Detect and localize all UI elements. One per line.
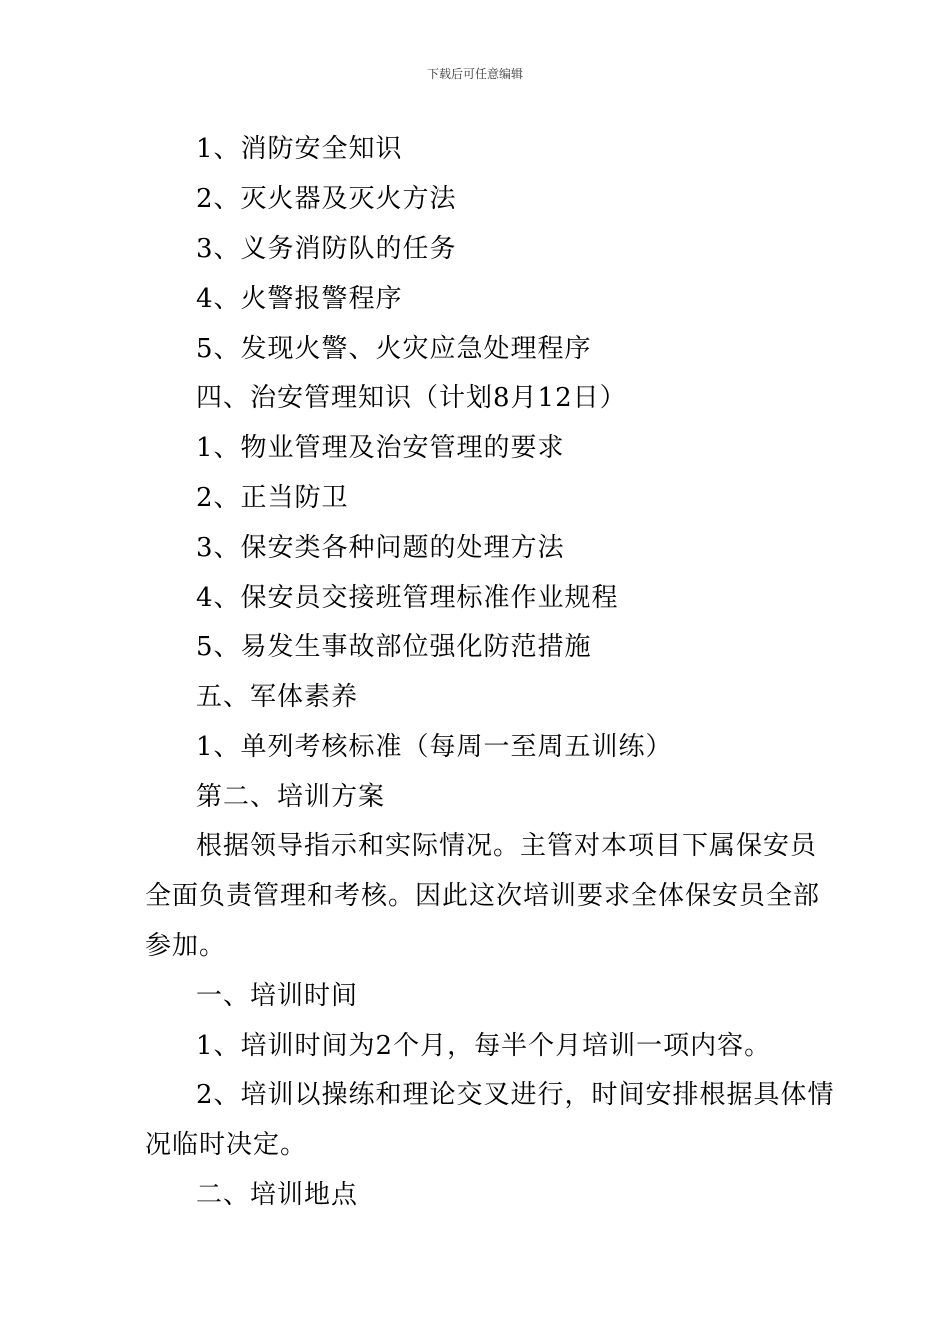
text-line-alarm-procedure: 4、火警报警程序 <box>196 284 403 314</box>
text-line-emergency-procedure: 5、发现火警、火灾应急处理程序 <box>196 334 592 364</box>
text-line-training-duration: 1、培训时间为2个月，每半个月培训一项内容。 <box>196 1031 772 1061</box>
text-line-extinguisher: 2、灭火器及灭火方法 <box>196 184 457 214</box>
text-line-property-management: 1、物业管理及治安管理的要求 <box>196 433 565 463</box>
text-line-assessment-standard: 1、单列考核标准（每周一至周五训练） <box>196 732 673 762</box>
text-line-fire-safety: 1、消防安全知识 <box>196 134 403 164</box>
text-line-training-method-1: 2、培训以操练和理论交叉进行，时间安排根据具体情 <box>196 1080 835 1110</box>
section-heading-security-knowledge: 四、治安管理知识（计划8月12日） <box>196 383 627 413</box>
section-heading-training-time: 一、培训时间 <box>196 981 359 1011</box>
text-line-problem-handling: 3、保安类各种问题的处理方法 <box>196 533 565 563</box>
section-heading-military-training: 五、军体素养 <box>196 682 359 712</box>
text-line-accident-prevention: 5、易发生事故部位强化防范措施 <box>196 632 592 662</box>
text-line-self-defense: 2、正当防卫 <box>196 483 349 513</box>
paragraph-intro-line-1: 根据领导指示和实际情况。主管对本项目下属保安员 <box>196 831 818 861</box>
text-line-training-method-2: 况临时决定。 <box>145 1130 308 1160</box>
text-line-fire-brigade: 3、义务消防队的任务 <box>196 234 457 264</box>
page-header: 下载后可任意编辑 <box>426 67 523 81</box>
section-heading-training-location: 二、培训地点 <box>196 1180 359 1210</box>
paragraph-intro-line-2: 全面负责管理和考核。因此这次培训要求全体保安员全部 <box>145 881 821 911</box>
paragraph-intro-line-3: 参加。 <box>145 931 227 961</box>
text-line-shift-handover: 4、保安员交接班管理标准作业规程 <box>196 583 619 613</box>
section-heading-training-plan: 第二、培训方案 <box>196 782 386 812</box>
